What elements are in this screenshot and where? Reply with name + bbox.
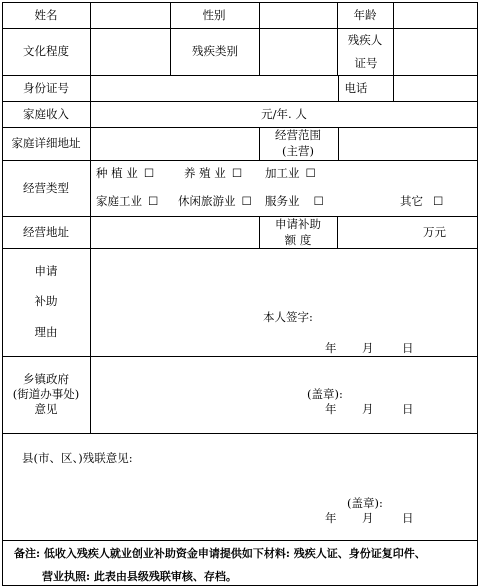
- rule: [477, 2, 478, 586]
- rule: [2, 2, 478, 3]
- rule: [259, 127, 260, 161]
- gender-label: 性别: [202, 8, 226, 22]
- age-label: 年龄: [353, 8, 377, 22]
- option-label: 休闲旅游业: [178, 194, 236, 208]
- date-month: 月: [362, 341, 374, 355]
- option-label: 养 殖 业: [184, 166, 226, 180]
- signature-label: 本人签字:: [263, 310, 313, 324]
- rule: [2, 356, 478, 357]
- checkbox-icon[interactable]: ☐: [305, 166, 316, 180]
- rule: [2, 433, 478, 434]
- reason-label-3: 理由: [34, 325, 58, 339]
- option-household-industry[interactable]: [96, 195, 158, 208]
- subsidy-amount-label: 申请补助: [275, 217, 321, 231]
- checkbox-icon[interactable]: ☐: [231, 166, 243, 180]
- date-day: 日: [402, 341, 414, 355]
- seal-label: (盖章):: [307, 387, 343, 401]
- option-breeding[interactable]: [184, 167, 242, 180]
- checkbox-icon[interactable]: ☐: [148, 194, 159, 208]
- township-label-3: 意见: [34, 402, 58, 416]
- note-line-1: 备注: 低收入残疾人就业创业补助资金申请提供如下材料: 残疾人证、身份证复印件、: [14, 547, 426, 560]
- date-year: 年: [325, 341, 337, 355]
- option-planting[interactable]: [96, 167, 154, 180]
- township-label-2: (街道办事处): [12, 387, 80, 401]
- option-label: 加工业: [265, 166, 300, 180]
- family-income-label: 家庭收入: [23, 107, 69, 121]
- checkbox-icon[interactable]: ☐: [433, 194, 444, 208]
- rule: [2, 127, 478, 128]
- rule: [90, 2, 91, 434]
- business-address-label: 经营地址: [23, 225, 69, 239]
- education-label: 文化程度: [23, 44, 69, 58]
- option-label: 家庭工业: [96, 194, 142, 208]
- rule: [337, 216, 338, 249]
- family-income-unit: 元/年. 人: [261, 107, 307, 121]
- name-label: 姓名: [34, 8, 58, 22]
- rule: [2, 75, 478, 76]
- rule: [2, 160, 478, 161]
- rule: [338, 127, 339, 161]
- checkbox-icon[interactable]: ☐: [143, 166, 155, 180]
- business-scope-label-2: (主营): [282, 144, 314, 158]
- phone-label: 电话: [344, 81, 368, 95]
- date-day: 日: [402, 402, 414, 416]
- rule: [338, 75, 339, 102]
- note-line-2: 营业执照: 此表由县级残联审核、存档。: [42, 570, 237, 583]
- rule: [2, 585, 478, 586]
- checkbox-icon[interactable]: ☐: [241, 194, 252, 208]
- rule: [2, 216, 478, 217]
- option-label: 服务业: [265, 194, 300, 208]
- disability-cert-label-2: 证号: [354, 56, 378, 70]
- option-label: 种 植 业: [96, 166, 138, 180]
- reason-label-1: 申请: [34, 264, 58, 278]
- rule: [2, 28, 478, 29]
- rule: [170, 2, 171, 76]
- rule: [2, 540, 478, 541]
- option-other[interactable]: [400, 195, 443, 208]
- county-opinion-label: 县(市、区、)残联意见:: [22, 451, 133, 465]
- option-leisure-tourism[interactable]: [178, 195, 252, 208]
- date-month: 月: [362, 402, 374, 416]
- id-number-label: 身份证号: [23, 81, 69, 95]
- disability-type-label: 残疾类别: [192, 44, 238, 58]
- rule: [2, 101, 478, 102]
- subsidy-amount-label-2: 额 度: [284, 233, 312, 247]
- address-label: 家庭详细地址: [11, 136, 81, 150]
- subsidy-unit: 万元: [423, 225, 446, 239]
- disability-cert-label: 残疾人: [347, 33, 383, 47]
- business-type-label: 经营类型: [23, 181, 69, 195]
- date-year: 年: [325, 511, 337, 525]
- rule: [259, 2, 260, 76]
- rule: [337, 2, 338, 76]
- date-month: 月: [362, 511, 374, 525]
- rule: [259, 216, 260, 249]
- business-scope-label: 经营范围: [275, 128, 321, 142]
- rule: [393, 2, 394, 102]
- reason-label-2: 补助: [34, 294, 58, 308]
- date-year: 年: [325, 402, 337, 416]
- date-day: 日: [402, 511, 414, 525]
- checkbox-icon[interactable]: ☐: [313, 194, 324, 208]
- option-label: 其它: [400, 194, 423, 208]
- rule: [2, 2, 3, 586]
- option-service[interactable]: [265, 195, 324, 208]
- option-processing[interactable]: [265, 167, 316, 180]
- township-label-1: 乡镇政府: [23, 372, 69, 386]
- seal-label: (盖章):: [347, 496, 383, 510]
- rule: [2, 248, 478, 249]
